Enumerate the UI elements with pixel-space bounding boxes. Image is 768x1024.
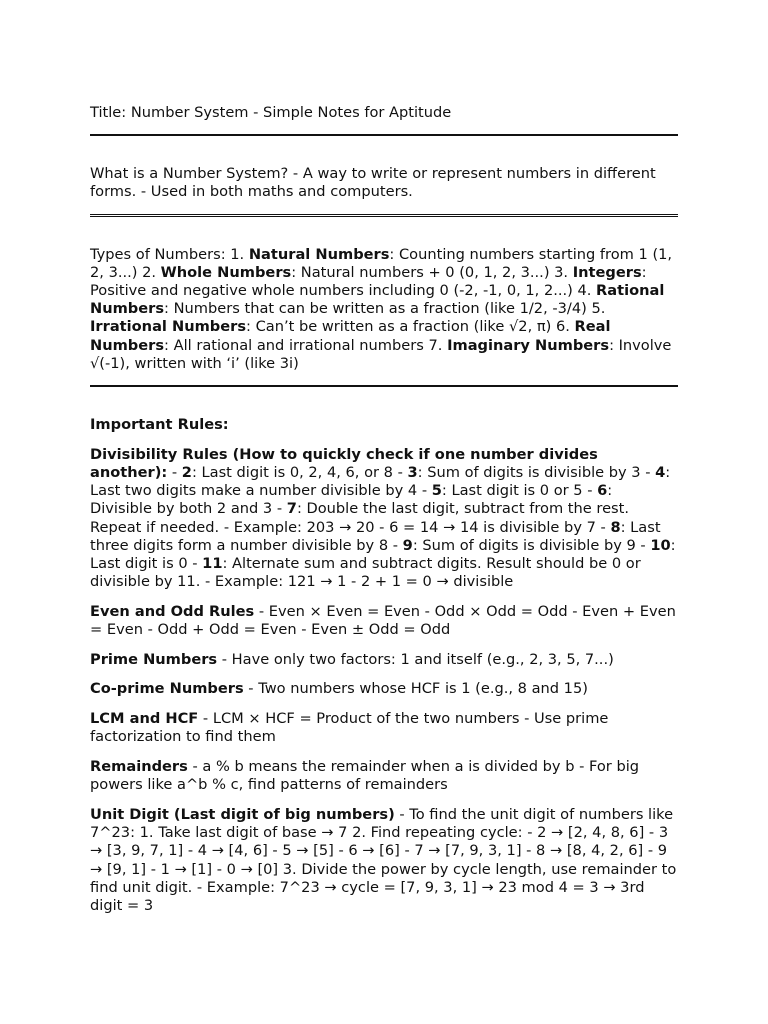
even-odd-rules-text: - Even × Even = Even - Odd × Odd = Odd - Even + Even = Even - Odd + Odd = Even - Even ± Odd = Odd [90, 602, 676, 639]
divisor-3: 3 [407, 463, 418, 481]
rational-numbers-label: Rational Numbers [90, 282, 665, 318]
unit-digit [90, 806, 678, 915]
prime-numbers-text: - Have only two factors: 1 and itself (e.g., 2, 3, 5, 7...) [217, 650, 614, 668]
divisor-11: 11 [202, 554, 223, 572]
divisibility-text: : Last three digits form a number divisible by 8 - [90, 518, 661, 554]
divisor-2: 2 [181, 463, 192, 481]
divider-3 [90, 385, 678, 387]
lcm-hcf-label: LCM and HCF [90, 710, 199, 728]
divisibility-rules-label: Divisibility Rules (How to quickly check if one number divides another): [90, 445, 598, 481]
divisibility-text: : Double the last digit, subtract from the rest. Repeat if needed. - Example: 203 → 20 - 6 = 14 → 14 is divisible by 7 - [90, 500, 630, 536]
divisibility-text: : Last digit is 0 - [90, 536, 676, 572]
unit-digit-label: Unit Digit (Last digit of big numbers) [90, 805, 395, 823]
even-odd-rules [90, 603, 678, 639]
divisor-6: 6 [597, 482, 608, 500]
divisor-9: 9 [402, 536, 413, 554]
co-prime-numbers-label: Co-prime Numbers [90, 680, 244, 698]
divisibility-text: : Sum of digits is divisible by 3 - [417, 463, 656, 481]
divisibility-text: : Divisible by both 2 and 3 - [90, 482, 613, 518]
divisor-10: 10 [650, 536, 671, 554]
divider-1 [90, 134, 678, 136]
real-numbers-label: Real Numbers [90, 318, 611, 354]
co-prime-numbers [90, 680, 678, 698]
important-rules-heading [90, 416, 678, 434]
real-numbers-text: : All rational and irrational numbers 7. [164, 336, 448, 354]
divider-2 [90, 214, 678, 217]
imaginary-numbers-text: : Involve √(-1), written with ‘i’ (like 3i) [90, 336, 672, 372]
remainders [90, 758, 678, 794]
prime-numbers-label: Prime Numbers [90, 650, 218, 668]
types-intro: Types of Numbers: 1. [90, 245, 249, 263]
unit-digit-text: - To find the unit digit of numbers like 7^23: 1. Take last digit of base → 7 2. Find repeating cycle: - 2 → [2, 4, 8, 6] - 3 → [3, 9, 7, 1] - 4 → [4, 6] - 5 → [5] - 6 → [6] - 7 → [7, 9, 3, 1] - 8 → [8, 4, 2, 6] - 9 → [9, 1] - 1 → [1] - 0 → [0] 3. Divide the power by cycle length, use remainder to find unit digit. - Example: 7^23 → cycle = [7, 9, 3, 1] → 23 mod 4 = 3 → 3rd digit = 3 [90, 805, 677, 914]
divisor-4: 4 [655, 463, 666, 481]
natural-numbers-text: : Counting numbers starting from 1 (1, 2, 3...) 2. [90, 245, 673, 281]
important-rules-label: Important Rules: [90, 416, 229, 434]
even-odd-rules-label: Even and Odd Rules [90, 602, 255, 620]
document-title: Title: Number System - Simple Notes for Aptitude [90, 104, 452, 121]
whole-numbers-text: : Natural numbers + 0 (0, 1, 2, 3...) 3. [291, 263, 573, 281]
divisibility-text: : Alternate sum and subtract digits. Result should be 0 or divisible by 11. - Example: 121 → 1 - 2 + 1 = 0 → divisible [90, 554, 641, 591]
prime-numbers [90, 651, 678, 669]
rational-numbers-text: : Numbers that can be written as a fraction (like 1/2, -3/4) 5. [164, 300, 606, 318]
integers-label: Integers [572, 263, 642, 281]
divisibility-text: : Sum of digits is divisible by 9 - [412, 536, 651, 554]
co-prime-numbers-text: - Two numbers whose HCF is 1 (e.g., 8 and 15) [243, 680, 588, 698]
lcm-hcf-text: - LCM × HCF = Product of the two numbers - Use prime factorization to find them [90, 710, 609, 746]
number-system-definition: What is a Number System? - A way to write or represent numbers in different forms. - Used in both maths and computers. [90, 165, 656, 201]
natural-numbers-label: Natural Numbers [248, 245, 390, 263]
divisor-8: 8 [610, 518, 621, 536]
irrational-numbers-text: : Can’t be written as a fraction (like √2, π) 6. [246, 318, 575, 336]
divisibility-text: : Last digit is 0 or 5 - [441, 482, 598, 500]
imaginary-numbers-label: Imaginary Numbers [447, 336, 610, 354]
lcm-hcf [90, 710, 678, 746]
divisor-5: 5 [431, 482, 442, 500]
whole-numbers-label: Whole Numbers [160, 263, 292, 281]
integers-text: : Positive and negative whole numbers including 0 (-2, -1, 0, 1, 2...) 4. [90, 263, 647, 300]
divisibility-text: : Last two digits make a number divisible by 4 - [90, 463, 671, 500]
divisibility-text: - [167, 463, 182, 481]
divisibility-text: : Last digit is 0, 2, 4, 6, or 8 - [191, 463, 408, 481]
irrational-numbers-label: Irrational Numbers [90, 318, 247, 336]
types-of-numbers [90, 246, 678, 373]
divisibility-rules [90, 446, 678, 592]
divisor-7: 7 [286, 500, 297, 518]
remainders-text: - a % b means the remainder when a is divided by b - For big powers like a^b % c, find patterns of remainders [90, 758, 640, 794]
remainders-label: Remainders [90, 758, 188, 776]
